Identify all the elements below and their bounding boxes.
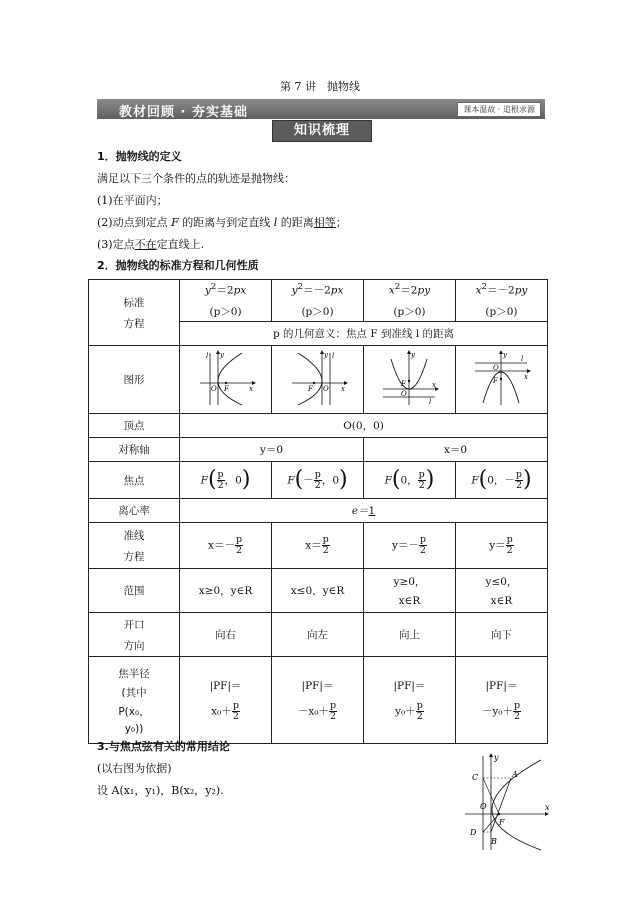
svg-text:O: O bbox=[401, 390, 408, 398]
axis-x: y＝0 bbox=[180, 438, 364, 462]
section2-title: 2．抛物线的标准方程和几何性质 bbox=[97, 259, 259, 272]
header-focus: 焦点 bbox=[89, 462, 180, 499]
p-meaning: p 的几何意义：焦点 F 到准线 l 的距离 bbox=[180, 322, 548, 346]
header-vertex: 顶点 bbox=[89, 414, 180, 438]
label-B: B bbox=[491, 837, 497, 846]
directrix-up: y＝－ $\frac{p}{2}$ bbox=[364, 523, 456, 569]
svg-text:x: x bbox=[340, 385, 345, 393]
condition-3: (3)定点不在定直线上. bbox=[97, 238, 205, 251]
eq-cell: $x^2=-2py$ (p＞0) bbox=[455, 280, 547, 322]
header-axis: 对称轴 bbox=[89, 438, 180, 462]
open-up: 向上 bbox=[364, 613, 456, 657]
section3-title: 3.与焦点弦有关的常用结论 bbox=[97, 740, 230, 753]
svg-text:x: x bbox=[248, 385, 253, 393]
header-focal-radius: 焦半径 (其中 P(x₀， y₀)) bbox=[89, 657, 180, 744]
svg-text:l: l bbox=[205, 352, 208, 360]
header-directrix: 准线 方程 bbox=[89, 523, 180, 569]
svg-text:O: O bbox=[493, 364, 500, 372]
condition-1: (1)在平面内； bbox=[97, 194, 168, 207]
directrix-down: y＝ $\frac{p}{2}$ bbox=[455, 523, 547, 569]
svg-text:F: F bbox=[493, 377, 499, 385]
radius-right: |PF|＝ x₀＋ $\frac{p}{2}$ bbox=[180, 657, 272, 744]
focus-right: F( $\frac{p}{2}$ ，0) bbox=[180, 462, 272, 499]
svg-text:y: y bbox=[323, 351, 328, 359]
open-right: 向右 bbox=[180, 613, 272, 657]
radius-left: |PF|＝ －x₀＋ $\frac{p}{2}$ bbox=[272, 657, 364, 744]
focus-down: F(0，－ $\frac{p}{2}$ ) bbox=[455, 462, 547, 499]
svg-text:x: x bbox=[432, 381, 437, 389]
svg-text:O: O bbox=[322, 385, 329, 393]
range-up: y≥0， x∈R bbox=[364, 569, 456, 613]
svg-text:l: l bbox=[521, 355, 524, 363]
eq-cell: $x^2=2py$ (p＞0) bbox=[364, 280, 456, 322]
range-right: x≥0，y∈R bbox=[180, 569, 272, 613]
svg-text:l: l bbox=[331, 352, 334, 360]
svg-text:l: l bbox=[429, 398, 432, 406]
parabola-down-graph bbox=[471, 349, 531, 407]
graph-up bbox=[364, 346, 456, 414]
section1-intro: 满足以下三个条件的点的轨迹是抛物线： bbox=[97, 172, 295, 185]
parabola-up-graph bbox=[379, 349, 439, 407]
range-left: x≤0，y∈R bbox=[272, 569, 364, 613]
header-opening: 开口 方向 bbox=[89, 613, 180, 657]
graph-left bbox=[272, 346, 364, 414]
subhead: 知识梳理 bbox=[272, 120, 372, 142]
header-graph: 图形 bbox=[89, 346, 180, 414]
svg-text:y: y bbox=[503, 351, 508, 359]
banner-title: 教材回顾 · 夯实基础 bbox=[119, 105, 248, 120]
header-eccentricity: 离心率 bbox=[89, 499, 180, 523]
parabola-right-graph bbox=[196, 349, 256, 407]
axis-y: x＝0 bbox=[364, 438, 548, 462]
svg-text:F: F bbox=[401, 380, 407, 388]
svg-text:O: O bbox=[210, 385, 217, 393]
range-down: y≤0， x∈R bbox=[455, 569, 547, 613]
eq-cell: $y^2=-2px$ (p＞0) bbox=[272, 280, 364, 322]
parabola-properties-table bbox=[88, 279, 548, 744]
vertex-value: O(0，0) bbox=[180, 414, 548, 438]
section3-set: 设 A(x₁，y₁)，B(x₂，y₂). bbox=[97, 784, 224, 797]
condition-2: (2)动点到定点 F 的距离与到定直线 l 的距离相等； bbox=[97, 216, 347, 229]
directrix-left: x＝ $\frac{p}{2}$ bbox=[272, 523, 364, 569]
svg-text:F: F bbox=[307, 385, 313, 393]
label-y: y bbox=[494, 753, 499, 762]
graph-right bbox=[180, 346, 272, 414]
label-C: C bbox=[472, 773, 479, 782]
focus-left: F(－ $\frac{p}{2}$ ，0) bbox=[272, 462, 364, 499]
svg-text:y: y bbox=[411, 351, 416, 359]
directrix-right: x＝－ $\frac{p}{2}$ bbox=[180, 523, 272, 569]
graph-down bbox=[455, 346, 547, 414]
parabola-left-graph bbox=[288, 349, 348, 407]
focal-chord-figure bbox=[463, 750, 553, 852]
section-banner bbox=[97, 99, 545, 119]
radius-down: |PF|＝ －y₀＋ $\frac{p}{2}$ bbox=[455, 657, 547, 744]
label-F: F bbox=[499, 818, 505, 827]
focus-up: F(0， $\frac{p}{2}$ ) bbox=[364, 462, 456, 499]
section3-note: (以右图为依据) bbox=[97, 762, 172, 775]
svg-text:y: y bbox=[219, 351, 224, 359]
open-left: 向左 bbox=[272, 613, 364, 657]
label-x: x bbox=[545, 803, 550, 812]
section1-title: 1．抛物线的定义 bbox=[97, 150, 182, 163]
banner-tag: 课本温故 · 追根求源 bbox=[457, 102, 541, 117]
header-range: 范围 bbox=[89, 569, 180, 613]
eq-cell: $y^2=2px$ (p＞0) bbox=[180, 280, 272, 322]
label-A: A bbox=[512, 770, 518, 779]
lecture-title: 第 7 讲 抛物线 bbox=[280, 80, 360, 93]
radius-up: |PF|＝ y₀＋ $\frac{p}{2}$ bbox=[364, 657, 456, 744]
label-O: O bbox=[480, 802, 487, 811]
header-equation: 标准 方程 bbox=[89, 280, 180, 346]
label-D: D bbox=[470, 828, 477, 837]
svg-text:F: F bbox=[223, 385, 229, 393]
open-down: 向下 bbox=[455, 613, 547, 657]
svg-text:x: x bbox=[524, 373, 529, 381]
eccentricity-value: e＝1 bbox=[180, 499, 548, 523]
